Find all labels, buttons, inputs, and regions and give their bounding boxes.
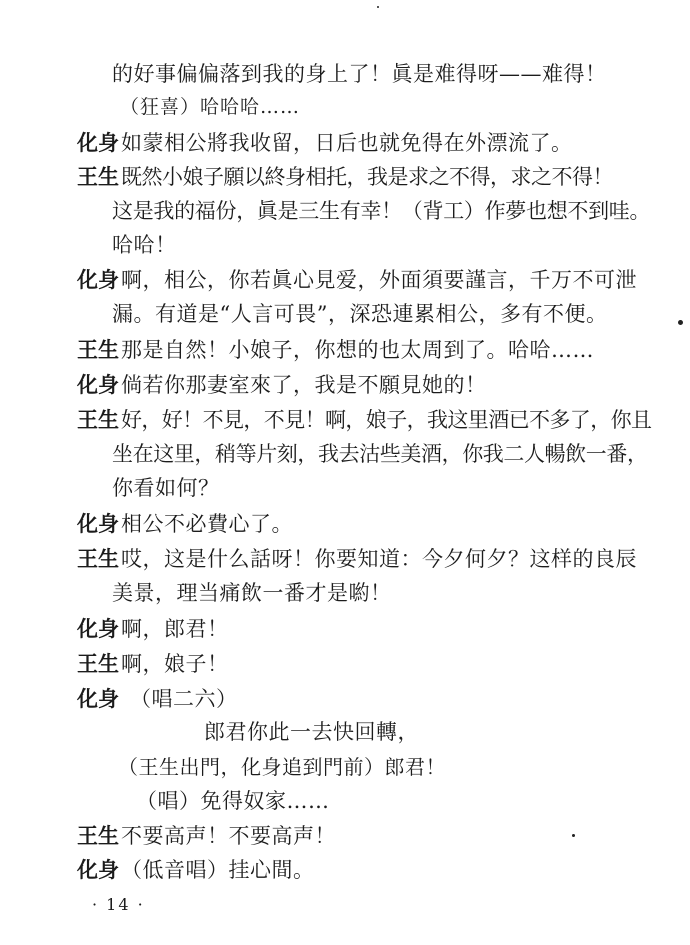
speaker-name: 化身 [77,267,119,292]
script-line: 哎，这是什么話呀！你要知道：今夕何夕？这样的良辰 [121,547,637,571]
speaker-name: 王生 [77,546,119,571]
speaker-name: 王生 [77,164,119,189]
script-line: 啊，相公，你若眞心見爱，外面須要謹言，千万不可泄 [121,268,637,292]
page-number: · 14 · [92,895,145,914]
ink-speck [572,834,575,837]
script-line: 如蒙相公將我收留，日后也就免得在外漂流了。 [121,131,573,155]
stage-direction: （唱）免得奴家…… [136,789,330,813]
script-line: （低音唱）挂心間。 [121,858,315,882]
script-line: 啊，娘子！ [121,652,229,676]
script-line: 那是自然！小娘子，你想的也太周到了。哈哈…… [121,338,594,362]
script-line: 好，好！不見，不見！啊，娘子，我这里酒已不多了，你且 [121,408,652,432]
script-line: 这是我的福份，眞是三生有幸！（背工）作夢也想不到哇。 [112,199,651,223]
speaker-name: 王生 [77,337,119,362]
script-line: 的好事偏偏落到我的身上了！眞是难得呀——难得！ [112,62,607,86]
speaker-name: 王生 [77,823,119,848]
ink-speck [377,6,379,8]
stage-direction: （狂喜）哈哈哈…… [120,96,301,118]
speaker-name: 化身 [77,511,119,536]
script-line: 漏。有道是“人言可畏”，深恐連累相公，多有不便。 [112,302,608,326]
script-line: 不要高声！不要高声！ [121,824,336,848]
ink-speck [678,320,683,325]
song-lyric: 郎君你此一去快回轉， [204,720,419,744]
speaker-name: 化身 [77,686,119,711]
script-line: 啊，郎君！ [121,617,229,641]
script-line: 倘若你那妻室來了，我是不願見她的！ [121,373,487,397]
stage-direction: （王生出門，化身追到門前）郎君！ [118,755,446,779]
script-line: 美景，理当痛飲一番才是喲！ [112,581,392,605]
speaker-name: 化身 [77,372,119,397]
script-line: 你看如何？ [112,476,220,500]
speaker-name: 化身 [77,130,119,155]
speaker-name: 化身 [77,857,119,882]
speaker-name: 化身 [77,616,119,641]
script-line: 相公不必費心了。 [121,512,293,536]
script-line: 哈哈！ [112,233,177,257]
script-line: 坐在这里，稍等片刻，我去沽些美酒，你我二人暢飲一番， [112,442,648,466]
speaker-name: 王生 [77,407,119,432]
script-line: 既然小娘子願以終身相托，我是求之不得，求之不得！ [121,165,613,189]
speaker-name: 王生 [77,651,119,676]
stage-direction: （唱二六） [130,687,238,711]
